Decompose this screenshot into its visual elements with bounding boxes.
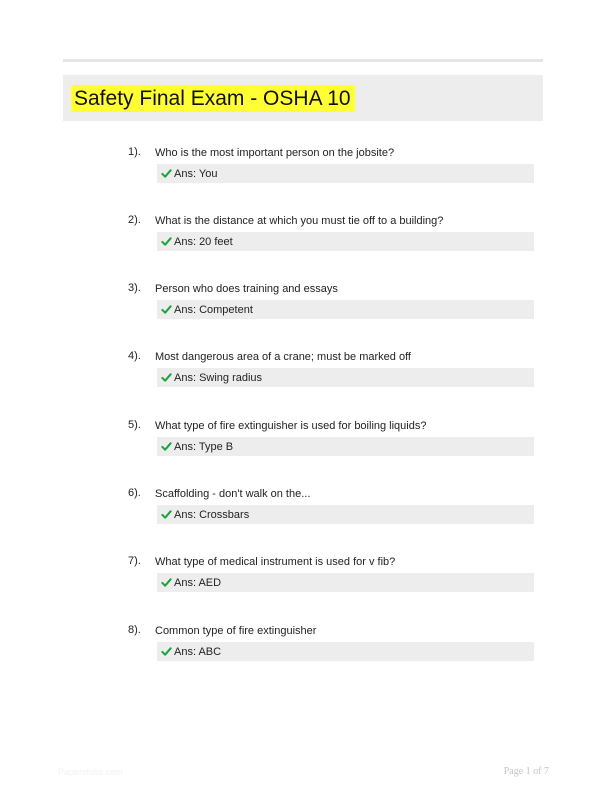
answer-text: Ans: ABC xyxy=(174,646,222,658)
question-number: 7). xyxy=(128,555,141,567)
answer-box xyxy=(157,437,534,456)
answer-box xyxy=(157,573,534,592)
answer-box xyxy=(157,232,534,251)
footer-watermark: Papersfolio.com xyxy=(58,767,123,777)
check-icon xyxy=(161,646,172,657)
question-number: 5). xyxy=(128,419,141,431)
check-icon xyxy=(161,577,172,588)
question-number: 2). xyxy=(128,214,141,226)
check-icon xyxy=(161,441,172,452)
answer-text: Ans: Type B xyxy=(174,441,234,453)
answer-box xyxy=(157,164,534,183)
answer-text: Ans: AED xyxy=(174,577,222,589)
title-band xyxy=(63,75,543,121)
answer-text: Ans: Competent xyxy=(174,304,253,316)
answer-box xyxy=(157,300,534,319)
check-icon xyxy=(161,304,172,315)
question-number: 3). xyxy=(128,282,141,294)
question-number: 4). xyxy=(128,350,141,362)
page-number: Page 1 of 7 xyxy=(503,766,549,777)
question-number: 8). xyxy=(128,624,141,636)
answer-box xyxy=(157,642,534,661)
question-number: 1). xyxy=(128,146,141,158)
question-text: Scaffolding - don't walk on the... xyxy=(155,488,311,500)
answer-text: Ans: 20 feet xyxy=(174,236,233,248)
check-icon xyxy=(161,509,172,520)
question-text: Who is the most important person on the jobsite? xyxy=(155,147,395,159)
question-text: Person who does training and essays xyxy=(155,283,338,295)
page-title: Safety Final Exam - OSHA 10 xyxy=(71,85,355,112)
question-text: What type of fire extinguisher is used for boiling liquids? xyxy=(155,420,427,432)
question-text: Common type of fire extinguisher xyxy=(155,625,317,637)
question-number: 6). xyxy=(128,487,141,499)
top-divider xyxy=(63,59,543,62)
answer-box xyxy=(157,368,534,387)
answer-text: Ans: You xyxy=(174,168,218,180)
check-icon xyxy=(161,168,172,179)
check-icon xyxy=(161,372,172,383)
check-icon xyxy=(161,236,172,247)
question-text: What type of medical instrument is used for v fib? xyxy=(155,556,396,568)
answer-text: Ans: Crossbars xyxy=(174,509,250,521)
question-text: What is the distance at which you must tie off to a building? xyxy=(155,215,444,227)
answer-box xyxy=(157,505,534,524)
question-text: Most dangerous area of a crane; must be marked off xyxy=(155,351,411,363)
answer-text: Ans: Swing radius xyxy=(174,372,263,384)
